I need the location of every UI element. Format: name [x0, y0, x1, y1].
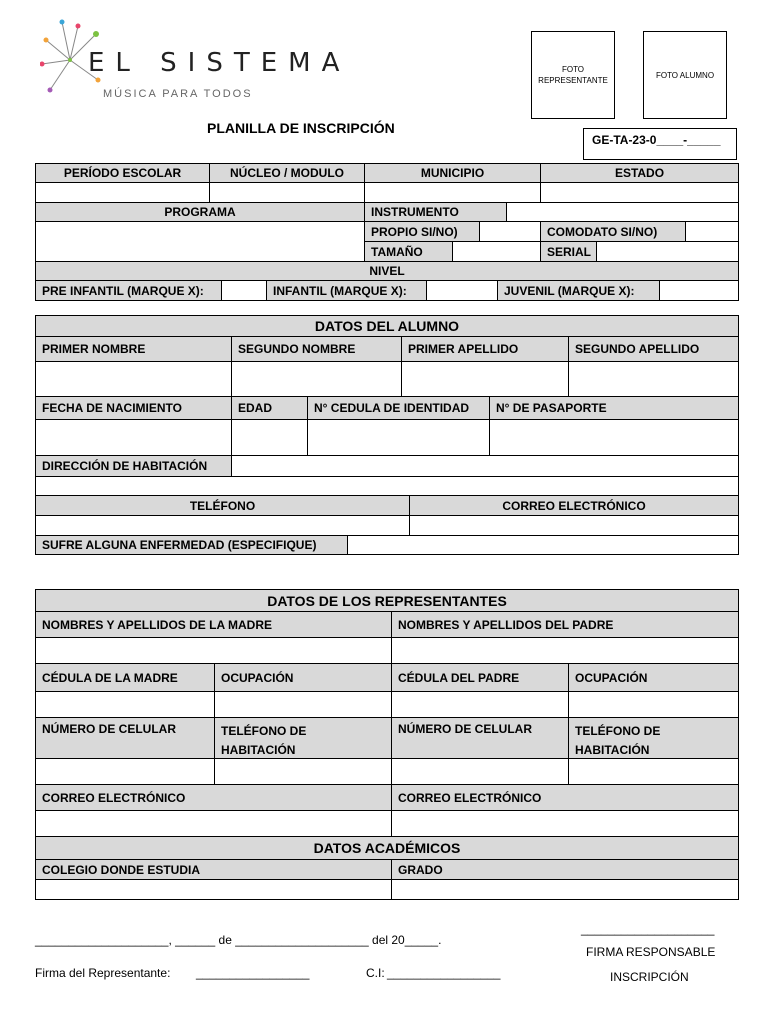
label-comodato: COMODATO SI/NO) [540, 221, 686, 242]
label-fecha-nacimiento: FECHA DE NACIMIENTO [35, 396, 232, 420]
photo-alumno-box[interactable] [643, 31, 727, 119]
label-correo-padre: CORREO ELECTRÓNICO [391, 784, 739, 811]
header-municipio: MUNICIPIO [364, 163, 541, 183]
label-propio: PROPIO SI/NO) [364, 221, 480, 242]
input-enfermedad[interactable] [347, 535, 739, 555]
photo-representante-label: FOTO REPRESENTANTE [538, 65, 608, 85]
label-celular-madre: NÚMERO DE CELULAR [35, 717, 215, 759]
label-cedula-identidad: N° CEDULA DE IDENTIDAD [307, 396, 490, 420]
label-colegio: COLEGIO DONDE ESTUDIA [35, 859, 392, 880]
input-comodato[interactable] [685, 221, 739, 242]
form-code: GE-TA-23-0____-_____ [583, 128, 737, 160]
input-pre-infantil[interactable] [221, 280, 267, 301]
input-nombre-madre[interactable] [35, 637, 392, 664]
input-telefono-hab-padre[interactable] [568, 758, 739, 785]
input-juvenil[interactable] [659, 280, 739, 301]
input-direccion-2[interactable] [35, 476, 739, 496]
input-serial[interactable] [596, 241, 739, 262]
label-telefono-hab-madre: TELÉFONO DE HABITACIÓN [214, 717, 392, 759]
label-juvenil: JUVENIL (MARQUE X): [497, 280, 660, 301]
input-estado[interactable] [540, 182, 739, 203]
input-fecha-nacimiento[interactable] [35, 419, 232, 456]
header-programa: PROGRAMA [35, 202, 365, 222]
label-correo-madre: CORREO ELECTRÓNICO [35, 784, 392, 811]
input-nucleo-modulo[interactable] [209, 182, 365, 203]
input-celular-padre[interactable] [391, 758, 569, 785]
input-edad[interactable] [231, 419, 308, 456]
input-municipio[interactable] [364, 182, 541, 203]
label-segundo-apellido: SEGUNDO APELLIDO [568, 336, 739, 362]
brand-name: EL SISTEMA [88, 48, 351, 78]
input-correo-madre[interactable] [35, 810, 392, 837]
input-instrumento[interactable] [506, 202, 739, 222]
label-telefono-hab-padre: TELÉFONO DE HABITACIÓN [568, 717, 739, 759]
firma-representante-label: Firma del Representante: [35, 966, 171, 980]
input-cedula-identidad[interactable] [307, 419, 490, 456]
label-segundo-nombre: SEGUNDO NOMBRE [231, 336, 402, 362]
label-pre-infantil: PRE INFANTIL (MARQUE X): [35, 280, 222, 301]
input-grado[interactable] [391, 879, 739, 900]
firma-representante-line[interactable]: _________________ [196, 966, 310, 980]
input-cedula-padre[interactable] [391, 691, 569, 718]
input-primer-nombre[interactable] [35, 361, 232, 397]
input-ocupacion-padre[interactable] [568, 691, 739, 718]
input-propio[interactable] [479, 221, 541, 242]
header-periodo-escolar: PERÍODO ESCOLAR [35, 163, 210, 183]
label-ocupacion-madre: OCUPACIÓN [214, 663, 392, 692]
label-direccion: DIRECCIÓN DE HABITACIÓN [35, 455, 232, 477]
photo-representante-box[interactable] [531, 31, 615, 119]
input-correo-padre[interactable] [391, 810, 739, 837]
header-estado: ESTADO [540, 163, 739, 183]
input-celular-madre[interactable] [35, 758, 215, 785]
label-enfermedad: SUFRE ALGUNA ENFERMEDAD (ESPECIFIQUE) [35, 535, 348, 555]
section-title-alumno: DATOS DEL ALUMNO [35, 315, 739, 337]
label-tamano: TAMAÑO [364, 241, 453, 262]
section-title-representantes: DATOS DE LOS REPRESENTANTES [35, 589, 739, 612]
firma-responsable-line[interactable]: ____________________ [581, 922, 715, 936]
label-edad: EDAD [231, 396, 308, 420]
input-periodo-escolar[interactable] [35, 182, 210, 203]
ci-line[interactable]: _________________ [387, 966, 501, 980]
header-nucleo-modulo: NÚCLEO / MODULO [209, 163, 365, 183]
label-serial: SERIAL [540, 241, 597, 262]
label-ocupacion-padre: OCUPACIÓN [568, 663, 739, 692]
input-telefono-alumno[interactable] [35, 515, 410, 536]
label-cedula-padre: CÉDULA DEL PADRE [391, 663, 569, 692]
header-telefono-alumno: TELÉFONO [35, 495, 410, 516]
input-programa[interactable] [35, 221, 365, 262]
input-correo-alumno[interactable] [409, 515, 739, 536]
brand-tagline: MÚSICA PARA TODOS [103, 88, 253, 100]
input-direccion-1[interactable] [231, 455, 739, 477]
input-ocupacion-madre[interactable] [214, 691, 392, 718]
label-grado: GRADO [391, 859, 739, 880]
photo-alumno-label: FOTO ALUMNO [655, 70, 715, 80]
firma-responsable-label: FIRMA RESPONSABLE [586, 945, 716, 959]
label-instrumento: INSTRUMENTO [364, 202, 507, 222]
section-title-academicos: DATOS ACADÉMICOS [35, 836, 739, 860]
input-telefono-hab-madre[interactable] [214, 758, 392, 785]
label-primer-apellido: PRIMER APELLIDO [401, 336, 569, 362]
input-nombre-padre[interactable] [391, 637, 739, 664]
input-pasaporte[interactable] [489, 419, 739, 456]
label-primer-nombre: PRIMER NOMBRE [35, 336, 232, 362]
input-colegio[interactable] [35, 879, 392, 900]
label-pasaporte: N° DE PASAPORTE [489, 396, 739, 420]
input-segundo-apellido[interactable] [568, 361, 739, 397]
inscripcion-label: INSCRIPCIÓN [610, 970, 689, 984]
input-primer-apellido[interactable] [401, 361, 569, 397]
input-tamano[interactable] [452, 241, 541, 262]
form-title: PLANILLA DE INSCRIPCIÓN [207, 120, 395, 136]
label-nombre-padre: NOMBRES Y APELLIDOS DEL PADRE [391, 611, 739, 638]
label-nombre-madre: NOMBRES Y APELLIDOS DE LA MADRE [35, 611, 392, 638]
label-celular-padre: NÚMERO DE CELULAR [391, 717, 569, 759]
label-infantil: INFANTIL (MARQUE X): [266, 280, 427, 301]
ci-label: C.I: [366, 966, 385, 980]
date-line[interactable]: ____________________, ______ de ____________________ del 20_____. [35, 933, 442, 947]
label-cedula-madre: CÉDULA DE LA MADRE [35, 663, 215, 692]
input-infantil[interactable] [426, 280, 498, 301]
input-cedula-madre[interactable] [35, 691, 215, 718]
input-segundo-nombre[interactable] [231, 361, 402, 397]
header-nivel: NIVEL [35, 261, 739, 281]
header-correo-alumno: CORREO ELECTRÓNICO [409, 495, 739, 516]
